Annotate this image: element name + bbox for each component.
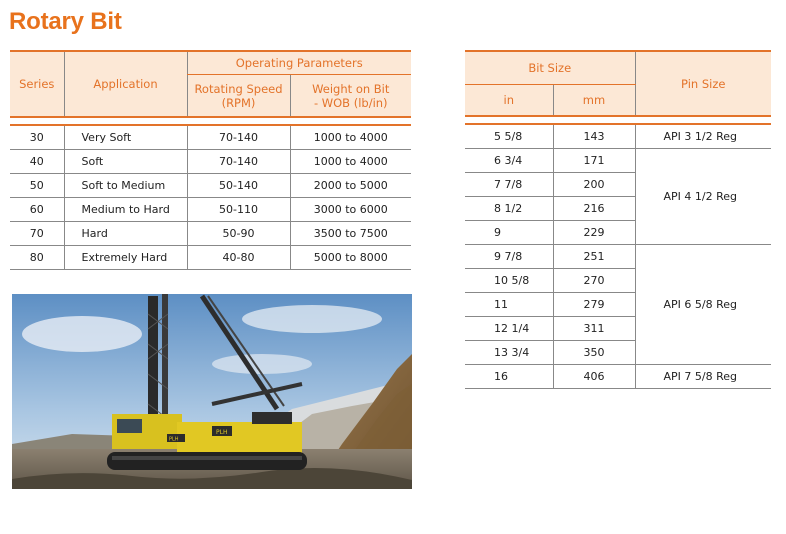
header-operating-parameters: Operating Parameters <box>187 51 411 75</box>
pin-size-cell: API 7 5/8 Reg <box>635 365 771 389</box>
drill-rig-photo <box>12 294 412 489</box>
table-row: 9 229 <box>465 221 771 245</box>
bit-size-table <box>465 50 771 389</box>
page-title: Rotary Bit <box>9 8 122 35</box>
table-row: 40 Soft 70-140 1000 to 4000 <box>10 150 411 174</box>
table-row: 11 279 <box>465 293 771 317</box>
header-series: Series <box>10 51 64 117</box>
table-row: 13 3/4 350 <box>465 341 771 365</box>
table-row: 6 3/4 171 API 4 1/2 Reg <box>465 149 771 173</box>
pin-size-cell: API 6 5/8 Reg <box>635 245 771 365</box>
table-row: 16 406 API 7 5/8 Reg <box>465 365 771 389</box>
header-bit-size: Bit Size <box>465 51 635 85</box>
svg-text:PLH: PLH <box>169 436 179 443</box>
svg-text:PLH: PLH <box>216 429 228 436</box>
table-row: 8 1/2 216 <box>465 197 771 221</box>
table-row: 70 Hard 50-90 3500 to 7500 <box>10 222 411 246</box>
table-row: 30 Very Soft 70-140 1000 to 4000 <box>10 125 411 150</box>
header-pin-size: Pin Size <box>635 51 771 116</box>
table-row: 10 5/8 270 <box>465 269 771 293</box>
table-row: 60 Medium to Hard 50-110 3000 to 6000 <box>10 198 411 222</box>
header-mm: mm <box>553 85 635 117</box>
header-application: Application <box>64 51 187 117</box>
pin-size-cell: API 3 1/2 Reg <box>635 124 771 149</box>
table-row: 80 Extremely Hard 40-80 5000 to 8000 <box>10 246 411 270</box>
table-row: 12 1/4 311 <box>465 317 771 341</box>
table-row: 50 Soft to Medium 50-140 2000 to 5000 <box>10 174 411 198</box>
pin-size-cell: API 4 1/2 Reg <box>635 149 771 245</box>
rig-tracks <box>107 452 307 470</box>
table-row: 9 7/8 251 API 6 5/8 Reg <box>465 245 771 269</box>
header-in: in <box>465 85 553 117</box>
header-rotating-speed: Rotating Speed (RPM) <box>187 75 290 117</box>
header-weight-on-bit: Weight on Bit - WOB (lb/in) <box>290 75 411 117</box>
operating-parameters-table <box>10 50 411 270</box>
rig-body <box>177 422 302 454</box>
table-row: 5 5/8 143 API 3 1/2 Reg <box>465 124 771 149</box>
table-row: 7 7/8 200 <box>465 173 771 197</box>
